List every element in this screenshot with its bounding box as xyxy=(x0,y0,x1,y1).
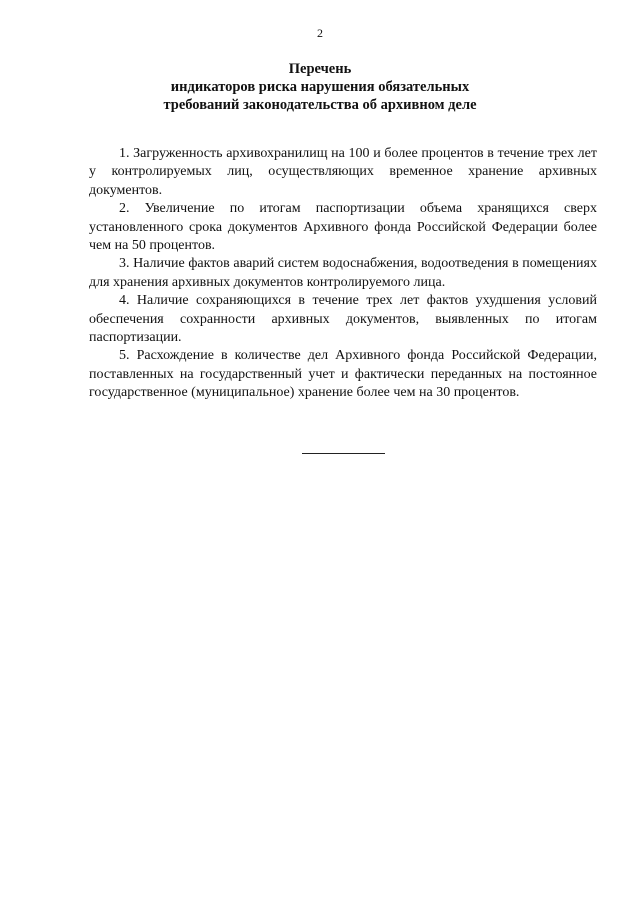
list-item: 2. Увеличение по итогам паспортизации объема хранящихся сверх установленного срока документов Архивного фонда Российской Федерации более чем на 50 процентов. xyxy=(89,201,597,254)
risk-indicator-list xyxy=(89,145,597,403)
title-line-1: Перечень xyxy=(288,61,352,77)
page-number: 2 xyxy=(317,26,323,40)
list-item: 3. Наличие фактов аварий систем водоснабжения, водоотведения в помещениях для хранения архивных документов контролируемого лица. xyxy=(89,256,597,290)
list-item: 1. Загруженность архивохранилищ на 100 и более процентов в течение трех лет у контролируемых лиц, осуществляющих временное хранение архивных документов. xyxy=(89,146,597,198)
title-line-2: индикаторов риска нарушения обязательных xyxy=(170,79,470,95)
document-title xyxy=(0,60,640,114)
list-item: 4. Наличие сохраняющихся в течение трех лет фактов ухудшения условий обеспечения сохранности архивных документов, выявленных по итогам паспортизации. xyxy=(89,293,597,346)
end-separator-line xyxy=(302,453,385,454)
title-line-3: требований законодательства об архивном деле xyxy=(163,97,477,113)
list-item: 5. Расхождение в количестве дел Архивного фонда Российской Федерации, поставленных на государственный учет и фактически переданных на постоянное государственное (муниципальное) хранение более чем на 30 процентов. xyxy=(89,348,597,401)
